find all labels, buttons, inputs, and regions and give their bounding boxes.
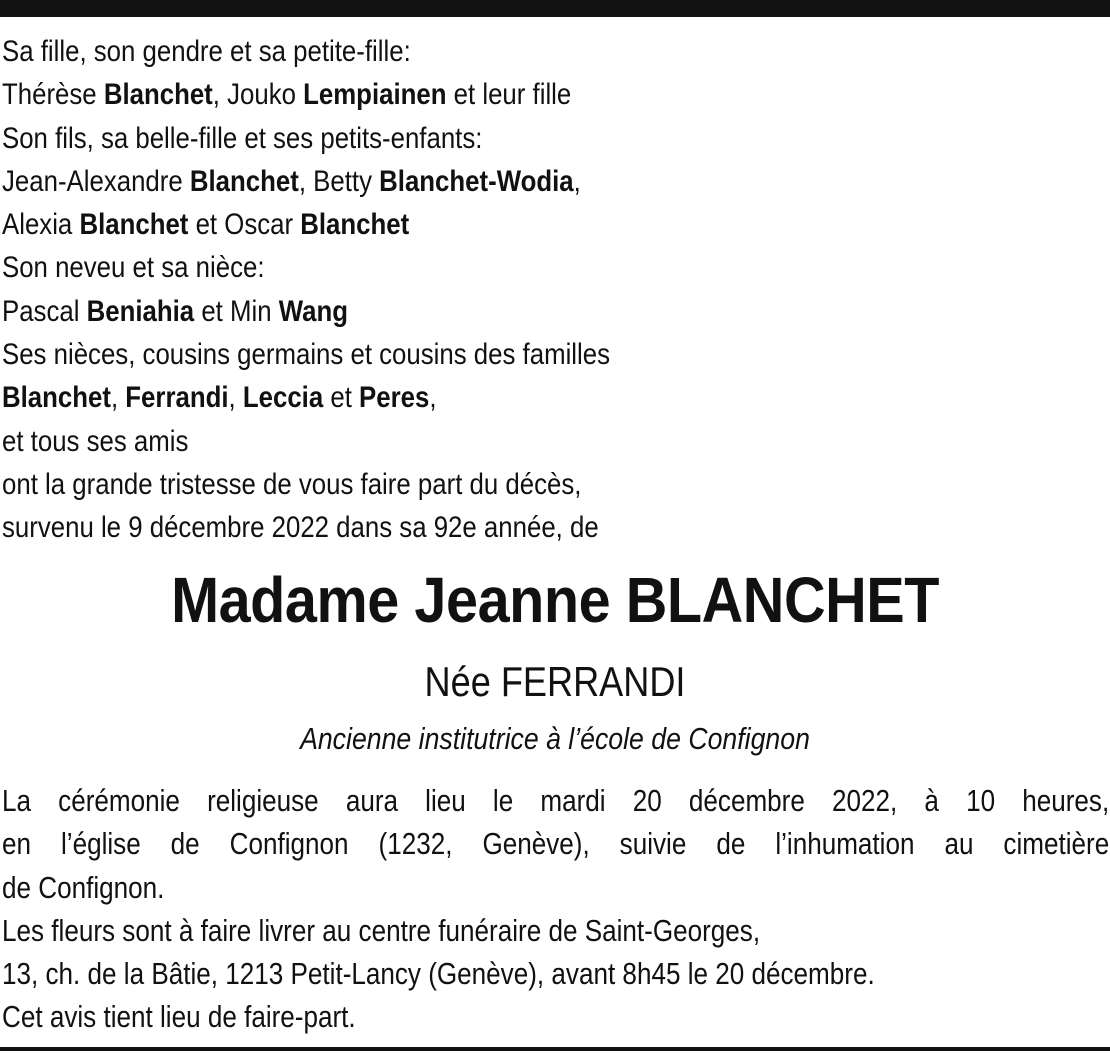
text: ,: [110, 381, 126, 415]
text: ,: [573, 164, 581, 198]
text: Pascal: [2, 294, 87, 328]
text: , Jouko: [212, 78, 304, 112]
text: Alexia: [2, 208, 80, 242]
ceremony-line-1: La cérémonie religieuse aura lieu le mardi 20 décembre 2022, à 10 heures,: [2, 784, 1110, 818]
family-line-11: ont la grande tristesse de vous faire part du décès,: [2, 467, 582, 501]
text: , Betty: [298, 164, 380, 198]
ceremony-line-2: en l’église de Confignon (1232, Genève), suivie de l’inhumation au cimetière: [2, 827, 1110, 862]
surname: Leccia: [242, 381, 324, 415]
family-line-9: [2, 376, 948, 419]
surname: Lempiainen: [303, 78, 447, 112]
surname: Beniahia: [86, 294, 195, 328]
surname: Blanchet-Wodia: [379, 164, 574, 198]
flowers-line-1: Les fleurs sont à faire livrer au centre funéraire de Saint-Georges,: [2, 913, 761, 948]
deceased-name: Madame Jeanne BLANCHET: [171, 564, 939, 636]
maiden-name: Née FERRANDI: [424, 658, 686, 705]
ceremony-details: [2, 780, 1109, 1040]
flowers-line-2: 13, ch. de la Bâtie, 1213 Petit-Lancy (Genève), avant 8h45 le 20 décembre.: [2, 957, 875, 992]
text: et: [323, 381, 360, 415]
ceremony-line-3: de Confignon.: [2, 870, 165, 905]
surname: Blanchet: [300, 208, 410, 242]
text: ,: [429, 381, 437, 415]
family-line-8: Ses nièces, cousins germains et cousins des familles: [2, 338, 611, 372]
closing-note: Cet avis tient lieu de faire-part.: [2, 1000, 356, 1035]
family-line-3: Son fils, sa belle-fille et ses petits-enfants:: [2, 121, 483, 155]
family-line-5: [2, 203, 948, 246]
family-announcement: [2, 30, 948, 550]
text: Thérèse: [2, 78, 104, 112]
surname: Ferrandi: [125, 381, 229, 415]
text: et Oscar: [188, 208, 301, 242]
surname: Peres: [359, 381, 430, 415]
family-line-1: Sa fille, son gendre et sa petite-fille:: [2, 35, 411, 68]
top-border-rule: [0, 0, 1110, 17]
text: Jean-Alexandre: [2, 164, 190, 198]
surname: Blanchet: [2, 381, 111, 415]
text: ,: [228, 381, 243, 415]
surname: Wang: [278, 294, 349, 328]
bottom-border-rule: [0, 1047, 1110, 1051]
surname: Blanchet: [103, 78, 213, 112]
family-line-12: survenu le 9 décembre 2022 dans sa 92e année, de: [2, 511, 599, 545]
family-line-7: [2, 290, 948, 333]
family-line-6: Son neveu et sa nièce:: [2, 251, 265, 285]
surname: Blanchet: [79, 208, 189, 242]
family-line-2: [2, 73, 948, 116]
family-line-10: et tous ses amis: [2, 424, 189, 458]
family-line-4: [2, 160, 948, 203]
text: et leur fille: [446, 78, 572, 112]
text: et Min: [194, 294, 279, 328]
occupation: Ancienne institutrice à l’école de Confignon: [300, 721, 810, 756]
surname: Blanchet: [189, 164, 299, 198]
